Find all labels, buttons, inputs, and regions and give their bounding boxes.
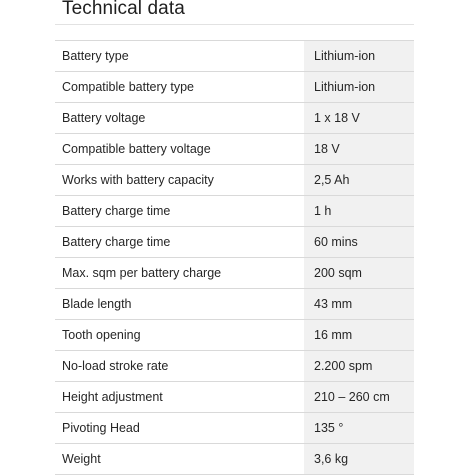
spec-value: 135 ° <box>304 413 414 443</box>
spec-label: Battery type <box>55 41 304 71</box>
page-title: Technical data <box>62 0 185 19</box>
spec-label: Works with battery capacity <box>55 165 304 195</box>
table-row <box>55 103 414 134</box>
spec-value: Lithium-ion <box>304 72 414 102</box>
spec-value: 200 sqm <box>304 258 414 288</box>
spec-value: 1 x 18 V <box>304 103 414 133</box>
spec-value: 3,6 kg <box>304 444 414 474</box>
spec-value: 43 mm <box>304 289 414 319</box>
spec-label: Pivoting Head <box>55 413 304 443</box>
spec-value: 2,5 Ah <box>304 165 414 195</box>
table-row <box>55 351 414 382</box>
spec-value: Lithium-ion <box>304 41 414 71</box>
spec-label: Max. sqm per battery charge <box>55 258 304 288</box>
table-row <box>55 165 414 196</box>
spec-label: Height adjustment <box>55 382 304 412</box>
spec-value: 210 – 260 cm <box>304 382 414 412</box>
spec-label: Battery charge time <box>55 227 304 257</box>
table-row <box>55 289 414 320</box>
table-row <box>55 227 414 258</box>
technical-data-table <box>55 40 414 475</box>
spec-label: Blade length <box>55 289 304 319</box>
table-row <box>55 196 414 227</box>
spec-value: 1 h <box>304 196 414 226</box>
spec-value: 16 mm <box>304 320 414 350</box>
spec-label: Compatible battery type <box>55 72 304 102</box>
spec-label: Weight <box>55 444 304 474</box>
spec-label: Battery voltage <box>55 103 304 133</box>
table-row <box>55 413 414 444</box>
spec-label: Compatible battery voltage <box>55 134 304 164</box>
spec-label: No-load stroke rate <box>55 351 304 381</box>
title-divider <box>55 24 414 25</box>
table-row <box>55 134 414 165</box>
table-row <box>55 320 414 351</box>
spec-label: Tooth opening <box>55 320 304 350</box>
table-row <box>55 72 414 103</box>
table-row <box>55 382 414 413</box>
spec-value: 60 mins <box>304 227 414 257</box>
spec-value: 2.200 spm <box>304 351 414 381</box>
table-row <box>55 258 414 289</box>
table-row <box>55 40 414 72</box>
table-row <box>55 444 414 475</box>
spec-label: Battery charge time <box>55 196 304 226</box>
spec-value: 18 V <box>304 134 414 164</box>
